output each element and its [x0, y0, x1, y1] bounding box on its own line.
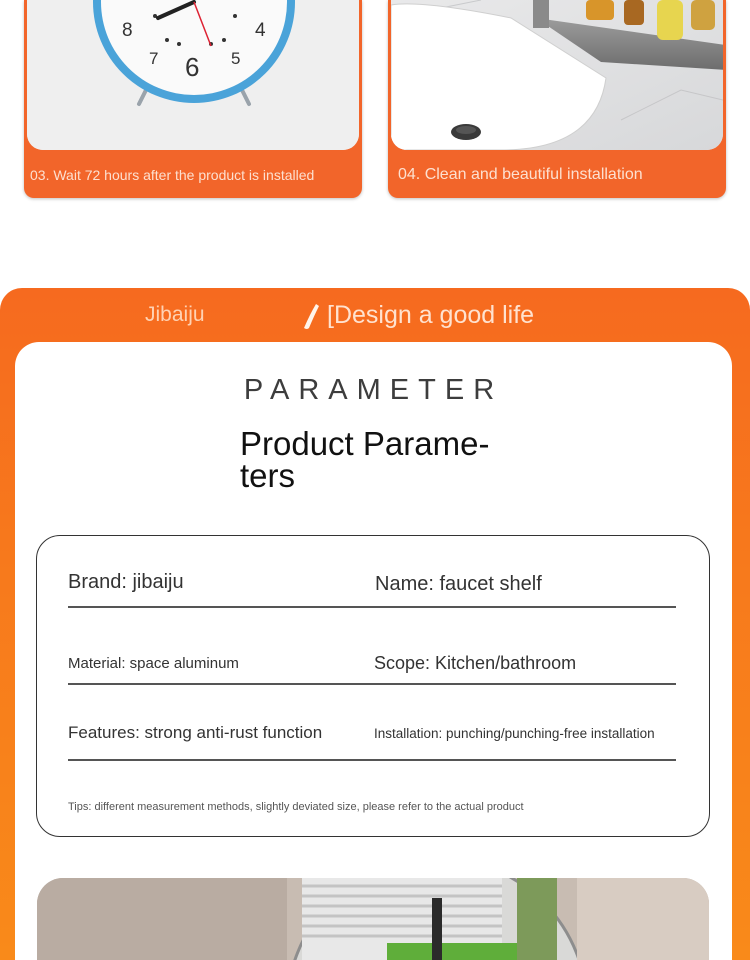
divider	[68, 606, 676, 608]
clock-numeral-8: 8	[122, 20, 133, 41]
slogan-banner-text: [Design a good life	[327, 301, 535, 329]
clock-numeral-6: 6	[185, 52, 200, 82]
divider	[68, 683, 676, 685]
tips-text: Tips: different measurement methods, slightly deviated size, please refer to the actual product	[68, 801, 524, 813]
sink-illustration	[391, 0, 723, 150]
brush-stroke-icon	[300, 302, 322, 332]
step-caption: 03. Wait 72 hours after the product is installed	[30, 167, 315, 183]
title-line-2: ters	[240, 457, 296, 494]
title-line-1: Product Parame-	[240, 425, 490, 462]
divider	[68, 759, 676, 761]
clock-numeral-4: 4	[255, 20, 266, 41]
features-value: Features: strong anti-rust function	[68, 723, 323, 742]
product-parameters-title	[240, 425, 520, 494]
clock-numeral-7: 7	[149, 49, 159, 68]
clock-illustration	[27, 0, 359, 150]
step-caption: 04. Clean and beautiful installation	[398, 166, 643, 183]
parameter-section	[0, 288, 750, 960]
parameter-heading: PARAMETER	[243, 374, 504, 406]
step-card-04	[388, 0, 726, 198]
brand-value: Brand: jibaiju	[68, 571, 184, 593]
parameter-table	[36, 535, 710, 837]
installation-value: Installation: punching/punching-free installation	[374, 726, 655, 741]
step-card-03	[24, 0, 362, 198]
bathroom-illustration	[37, 878, 709, 960]
brand-banner-text: Jibaiju	[145, 303, 205, 326]
parameter-panel	[15, 342, 732, 960]
clock-image	[27, 0, 359, 150]
clock-numeral-5: 5	[231, 49, 241, 68]
sink-image	[391, 0, 723, 150]
material-value: Material: space aluminum	[68, 655, 239, 672]
name-value: Name: faucet shelf	[375, 573, 542, 595]
scope-value: Scope: Kitchen/bathroom	[374, 653, 577, 673]
bathroom-photo	[37, 878, 709, 960]
